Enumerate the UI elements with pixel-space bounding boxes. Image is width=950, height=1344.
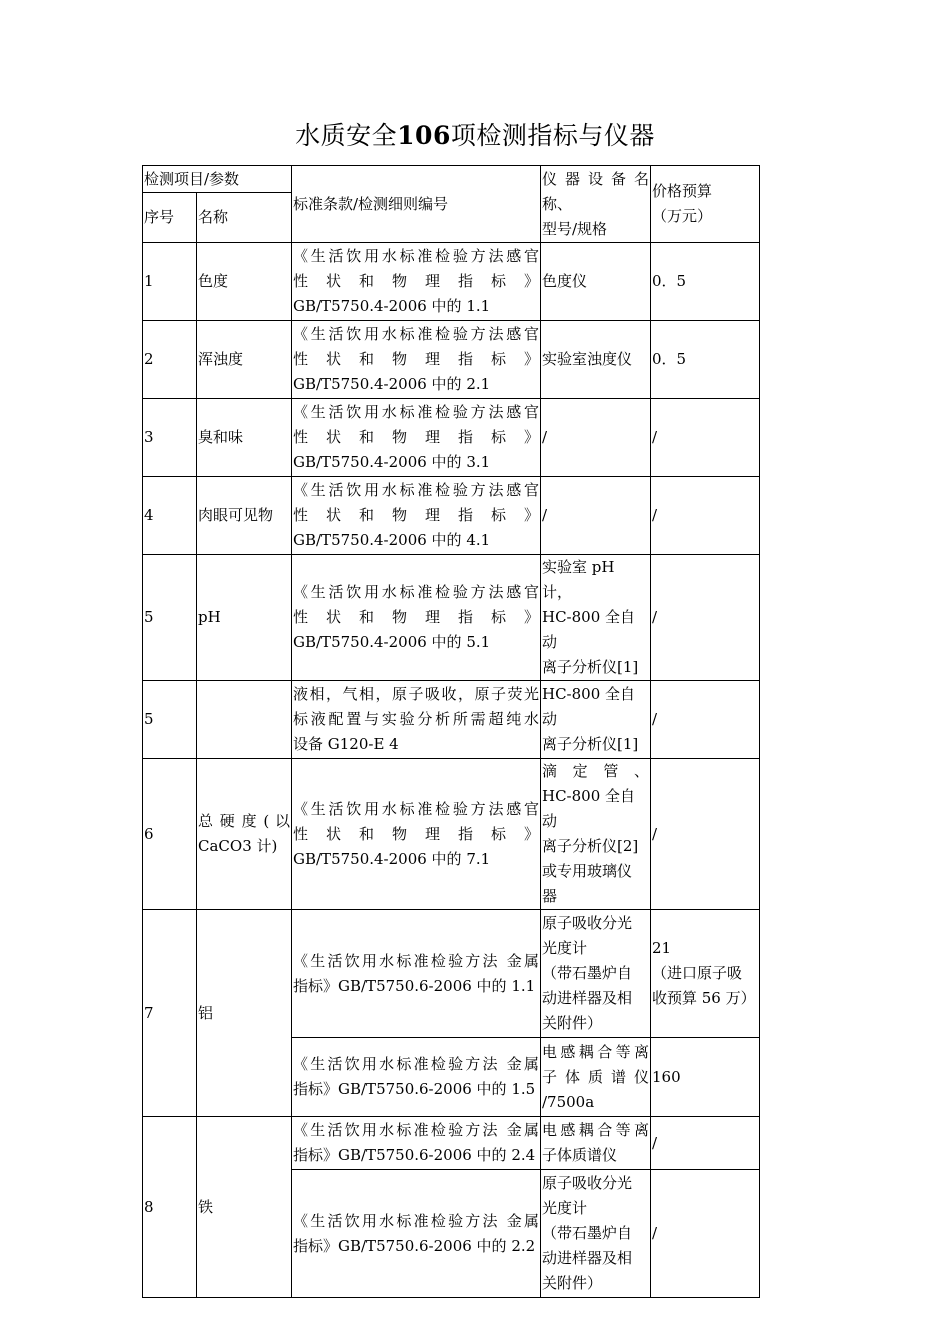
cell-no: 5 (143, 555, 197, 681)
cell-instrument: 电感耦合等离 子 体 质 谱 仪 /7500a (541, 1038, 651, 1117)
cell-standard: 液相，气相，原子吸收，原子荧光 标液配置与实验分析所需超纯水 设备 G120-E 4 (292, 681, 541, 759)
cell-instrument: 原子吸收分光 光度计 （带石墨炉自 动进样器及相 关附件） (541, 910, 651, 1038)
cell-instrument: 原子吸收分光 光度计 （带石墨炉自 动进样器及相 关附件） (541, 1170, 651, 1298)
header-no: 序号 (143, 193, 197, 243)
cell-name: 浑浊度 (197, 321, 292, 399)
cell-name: 总 硬 度 ( 以 CaCO3 计) (197, 759, 292, 910)
cell-no: 4 (143, 477, 197, 555)
table-row (143, 477, 760, 555)
cell-name: 铁 (197, 1117, 292, 1298)
cell-instrument: 色度仪 (541, 243, 651, 321)
cell-standard: 《生活饮用水标准检验方法感官 性 状 和 物 理 指 标 》 GB/T5750.4-2006 中的 2.1 (292, 321, 541, 399)
header-group: 检测项目/参数 (143, 166, 292, 193)
cell-no: 2 (143, 321, 197, 399)
header-price: 价格预算 （万元） (651, 166, 760, 243)
cell-standard: 《生活饮用水标准检验方法 金属 指标》GB/T5750.6-2006 中的 1.5 (292, 1038, 541, 1117)
cell-instrument: HC-800 全自动 离子分析仪[1] (541, 681, 651, 759)
cell-standard: 《生活饮用水标准检验方法 金属 指标》GB/T5750.6-2006 中的 2.2 (292, 1170, 541, 1298)
table-row (143, 555, 760, 681)
cell-no: 8 (143, 1117, 197, 1298)
cell-price: / (651, 1117, 760, 1170)
cell-instrument: 滴 定 管 、 HC-800 全自动 离子分析仪[2] 或专用玻璃仪 器 (541, 759, 651, 910)
indicator-table (142, 165, 760, 1298)
cell-price: 0．5 (651, 243, 760, 321)
table-row (143, 910, 760, 1038)
header-row (143, 166, 760, 193)
table-row (143, 759, 760, 910)
table-row (143, 399, 760, 477)
cell-standard: 《生活饮用水标准检验方法 金属 指标》GB/T5750.6-2006 中的 1.1 (292, 910, 541, 1038)
cell-no: 5 (143, 681, 197, 759)
cell-instrument: 实验室浊度仪 (541, 321, 651, 399)
cell-standard: 《生活饮用水标准检验方法感官 性 状 和 物 理 指 标 》 GB/T5750.4-2006 中的 1.1 (292, 243, 541, 321)
cell-price: 160 (651, 1038, 760, 1117)
cell-instrument: / (541, 399, 651, 477)
cell-name (197, 681, 292, 759)
cell-standard: 《生活饮用水标准检验方法感官 性 状 和 物 理 指 标 》 GB/T5750.4-2006 中的 4.1 (292, 477, 541, 555)
cell-price: / (651, 681, 760, 759)
cell-instrument: / (541, 477, 651, 555)
cell-no: 6 (143, 759, 197, 910)
cell-standard: 《生活饮用水标准检验方法 金属 指标》GB/T5750.6-2006 中的 2.4 (292, 1117, 541, 1170)
table-row (143, 681, 760, 759)
cell-standard: 《生活饮用水标准检验方法感官 性 状 和 物 理 指 标 》 GB/T5750.4-2006 中的 7.1 (292, 759, 541, 910)
table-row (143, 243, 760, 321)
cell-name: 铝 (197, 910, 292, 1117)
cell-price: / (651, 1170, 760, 1298)
cell-no: 1 (143, 243, 197, 321)
header-standard: 标准条款/检测细则编号 (292, 166, 541, 243)
cell-standard: 《生活饮用水标准检验方法感官 性 状 和 物 理 指 标 》 GB/T5750.4-2006 中的 5.1 (292, 555, 541, 681)
cell-price: / (651, 555, 760, 681)
cell-price: / (651, 759, 760, 910)
cell-price: 0．5 (651, 321, 760, 399)
cell-standard: 《生活饮用水标准检验方法感官 性 状 和 物 理 指 标 》 GB/T5750.4-2006 中的 3.1 (292, 399, 541, 477)
cell-name: 色度 (197, 243, 292, 321)
header-name: 名称 (197, 193, 292, 243)
cell-price: 21 （进口原子吸 收预算 56 万） (651, 910, 760, 1038)
cell-instrument: 实验室 pH 计， HC-800 全自动 离子分析仪[1] (541, 555, 651, 681)
cell-name: pH (197, 555, 292, 681)
cell-name: 肉眼可见物 (197, 477, 292, 555)
table-row (143, 1117, 760, 1170)
page-title: 水质安全106项检测指标与仪器 (295, 121, 655, 150)
cell-instrument: 电感耦合等离 子体质谱仪 (541, 1117, 651, 1170)
cell-name: 臭和味 (197, 399, 292, 477)
cell-no: 3 (143, 399, 197, 477)
cell-no: 7 (143, 910, 197, 1117)
table-row (143, 321, 760, 399)
cell-price: / (651, 477, 760, 555)
cell-price: / (651, 399, 760, 477)
header-instrument: 仪 器 设 备 名 称、 型号/规格 (541, 166, 651, 243)
